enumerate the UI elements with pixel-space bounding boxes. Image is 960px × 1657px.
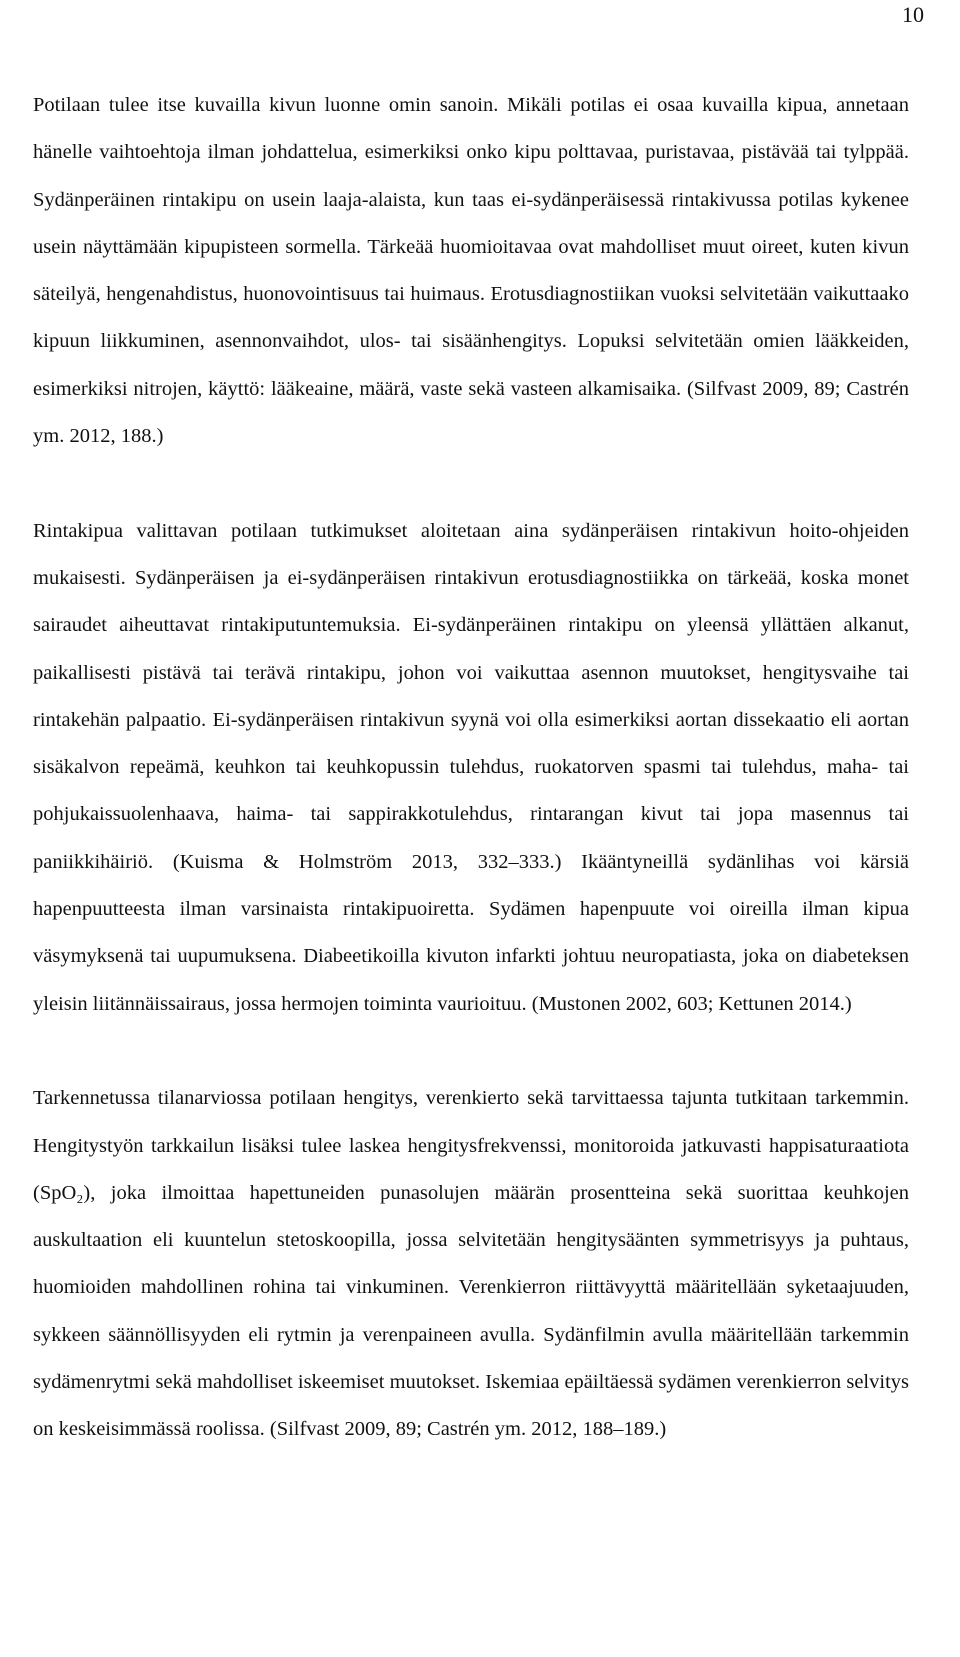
- page-number: 10: [902, 2, 924, 27]
- page-body: [33, 82, 909, 1454]
- paragraph-chest-pain-examination: Rintakipua valittavan potilaan tutkimukset aloitetaan aina sydänperäisen rintakivun hoito-ohjeiden mukaisesti. Sydänperäisen ja ei-sydänperäisen rintakivun erotusdiagnostiikka on tärkeää, koska monet sairaudet aiheuttavat rintakiputuntemuksia. Ei-sydänperäinen rintakipu on yleensä yllättäen alkanut, paikallisesti pistävä tai terävä rintakipu, johon voi vaikuttaa asennon muutokset, hengitysvaihe tai rintakehän palpaatio. Ei-sydänperäisen rintakivun syynä voi olla esimerkiksi aortan dissekaatio eli aortan sisäkalvon repeämä, keuhkon tai keuhkopussin tulehdus, ruokatorven spasmi tai tulehdus, maha- tai pohjukaissuolenhaava, haima- tai sappirakkotulehdus, rintarangan kivut tai jopa masennus tai paniikkihäiriö. (Kuisma & Holmström 2013, 332–333.) Ikääntyneillä sydänlihas voi kärsiä hapenpuutteesta ilman varsinaista rintakipuoiretta. Sydämen hapenpuute voi oireilla ilman kipua väsymyksenä tai uupumuksena. Diabeetikoilla kivuton infarkti johtuu neuropatiasta, joka on diabeteksen yleisin liitännäissairaus, jossa hermojen toiminta vaurioituu. (Mustonen 2002, 603; Kettunen 2014.): [33, 519, 909, 1015]
- paragraph-pain-description: Potilaan tulee itse kuvailla kivun luonne omin sanoin. Mikäli potilas ei osaa kuvailla kipua, annetaan hänelle vaihtoehtoja ilman johdattelua, esimerkiksi onko kipu polttavaa, puristavaa, pistävää tai tylppää. Sydänperäinen rintakipu on usein laaja-alaista, kun taas ei-sydänperäisessä rintakivussa potilas kykenee usein näyttämään kipupisteen sormella. Tärkeää huomioitavaa ovat mahdolliset muut oireet, kuten kivun säteilyä, hengenahdistus, huonovointisuus tai huimaus. Erotusdiagnostiikan vuoksi selvitetään vaikuttaako kipuun liikkuminen, asennonvaihdot, ulos- tai sisäänhengitys. Lopuksi selvitetään omien lääkkeiden, esimerkiksi nitrojen, käyttö: lääkeaine, määrä, vaste sekä vasteen alkamisaika. (Silfvast 2009, 89; Castrén ym. 2012, 188.): [33, 94, 909, 448]
- paragraph-detailed-assessment: Tarkennetussa tilanarviossa potilaan hengitys, verenkierto sekä tarvittaessa tajunta tutkitaan tarkemmin. Hengitystyön tarkkailun lisäksi tulee laskea hengitysfrekvenssi, monitoroida jatkuvasti happisaturaatiota (SpO₂), joka ilmoittaa hapettuneiden punasolujen määrän prosentteina sekä suorittaa keuhkojen auskultaation eli kuuntelun stetoskoopilla, jossa selvitetään hengitysäänten symmetrisyys ja puhtaus, huomioiden mahdollinen rohina tai vinkuminen. Verenkierron riittävyyttä määritellään syketaajuuden, sykkeen säännöllisyyden eli rytmin ja verenpaineen avulla. Sydänfilmin avulla määritellään tarkemmin sydämenrytmi sekä mahdolliset iskeemiset muutokset. Iskemiaa epäiltäessä sydämen verenkierron selvitys on keskeisimmässä roolissa. (Silfvast 2009, 89; Castrén ym. 2012, 188–189.): [33, 1087, 909, 1441]
